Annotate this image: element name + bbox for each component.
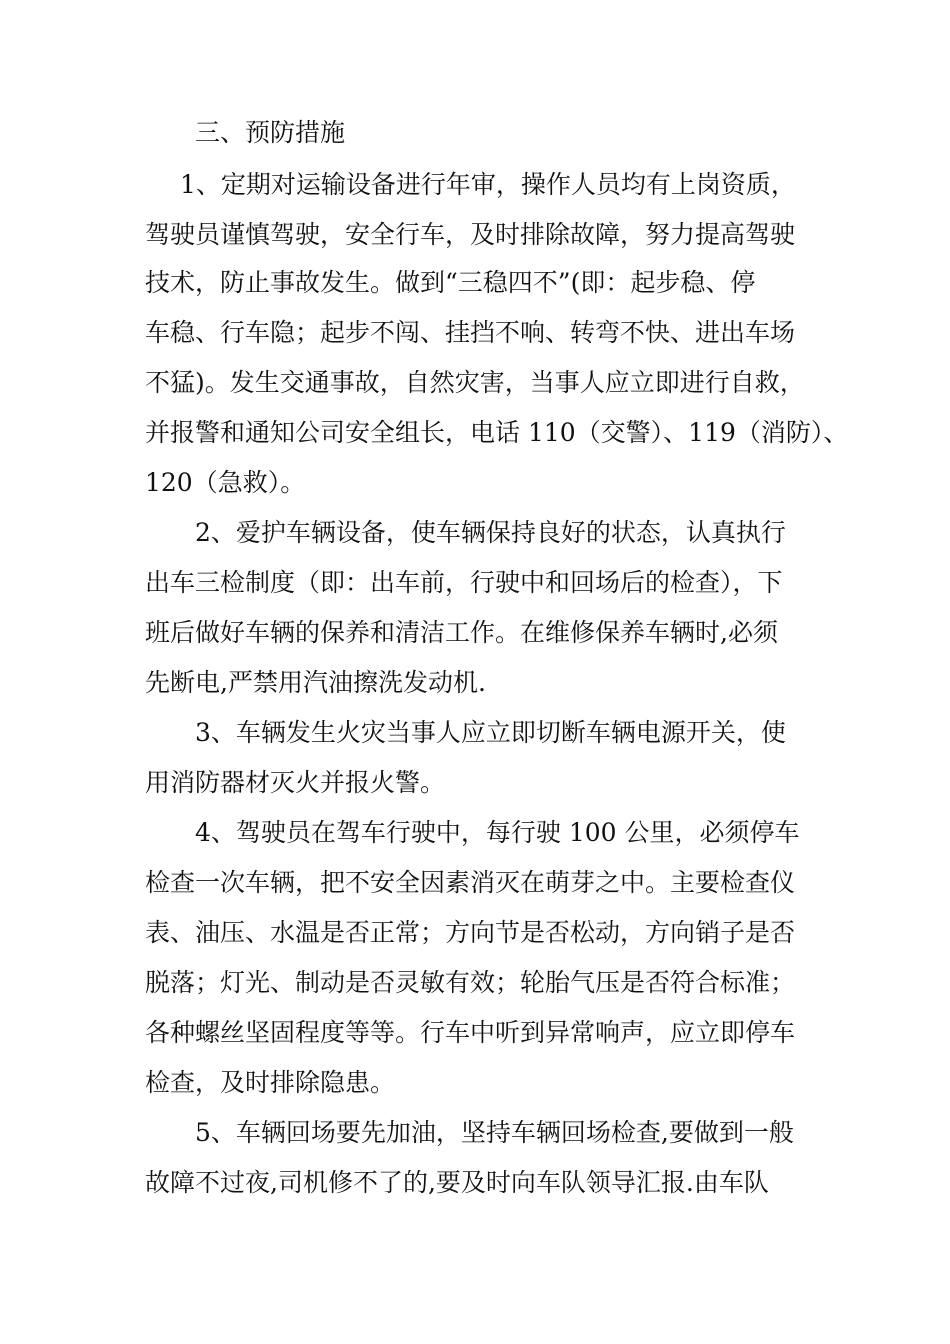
paragraph-line: 表、油压、水温是否正常；方向节是否松动，方向销子是否 xyxy=(145,918,796,947)
paragraph-line: 故障不过夜,司机修不了的,要及时向车队领导汇报.由车队 xyxy=(145,1168,769,1197)
paragraph-line: 用消防器材灭火并报火警。 xyxy=(145,768,446,797)
section-heading: 三、预防措施 xyxy=(195,118,346,147)
paragraph-line: 检查一次车辆，把不安全因素消灭在萌芽之中。主要检查仪 xyxy=(145,868,796,897)
paragraph-line: 出车三检制度（即：出车前，行驶中和回场后的检查），下 xyxy=(145,568,783,597)
paragraph-line: 各种螺丝坚固程度等等。行车中听到异常响声，应立即停车 xyxy=(145,1018,796,1047)
paragraph-line: 班后做好车辆的保养和清洁工作。在维修保养车辆时,必须 xyxy=(145,618,778,647)
paragraph-line: 并报警和通知公司安全组长，电话 110（交警）、119（消防）、 xyxy=(145,418,849,447)
paragraph-line: 先断电,严禁用汽油擦洗发动机. xyxy=(145,668,486,697)
paragraph-line: 脱落；灯光、制动是否灵敏有效；轮胎气压是否符合标准； xyxy=(145,968,796,997)
paragraph-line: 不猛)。发生交通事故，自然灾害，当事人应立即进行自救， xyxy=(145,368,805,397)
paragraph-line: 车稳、行车隐；起步不闯、挂挡不响、转弯不快、进出车场 xyxy=(145,318,796,347)
paragraph-line: 驾驶员谨慎驾驶，安全行车，及时排除故障，努力提高驾驶 xyxy=(145,220,796,249)
paragraph-line: 4、驾驶员在驾车行驶中，每行驶 100 公里，必须停车 xyxy=(195,818,800,847)
paragraph-line: 5、车辆回场要先加油，坚持车辆回场检查,要做到一般 xyxy=(195,1118,794,1147)
paragraph-line: 120（急救）。 xyxy=(145,468,306,497)
paragraph-line: 技术，防止事故发生。做到“三稳四不”(即：起步稳、停 xyxy=(145,268,756,297)
paragraph-line: 3、车辆发生火灾当事人应立即切断车辆电源开关，使 xyxy=(195,718,786,747)
paragraph-line: 检查，及时排除隐患。 xyxy=(145,1068,396,1097)
paragraph-line: 2、爱护车辆设备，使车辆保持良好的状态，认真执行 xyxy=(195,518,786,547)
paragraph-line: 1、定期对运输设备进行年审，操作人员均有上岗资质， xyxy=(180,170,796,199)
